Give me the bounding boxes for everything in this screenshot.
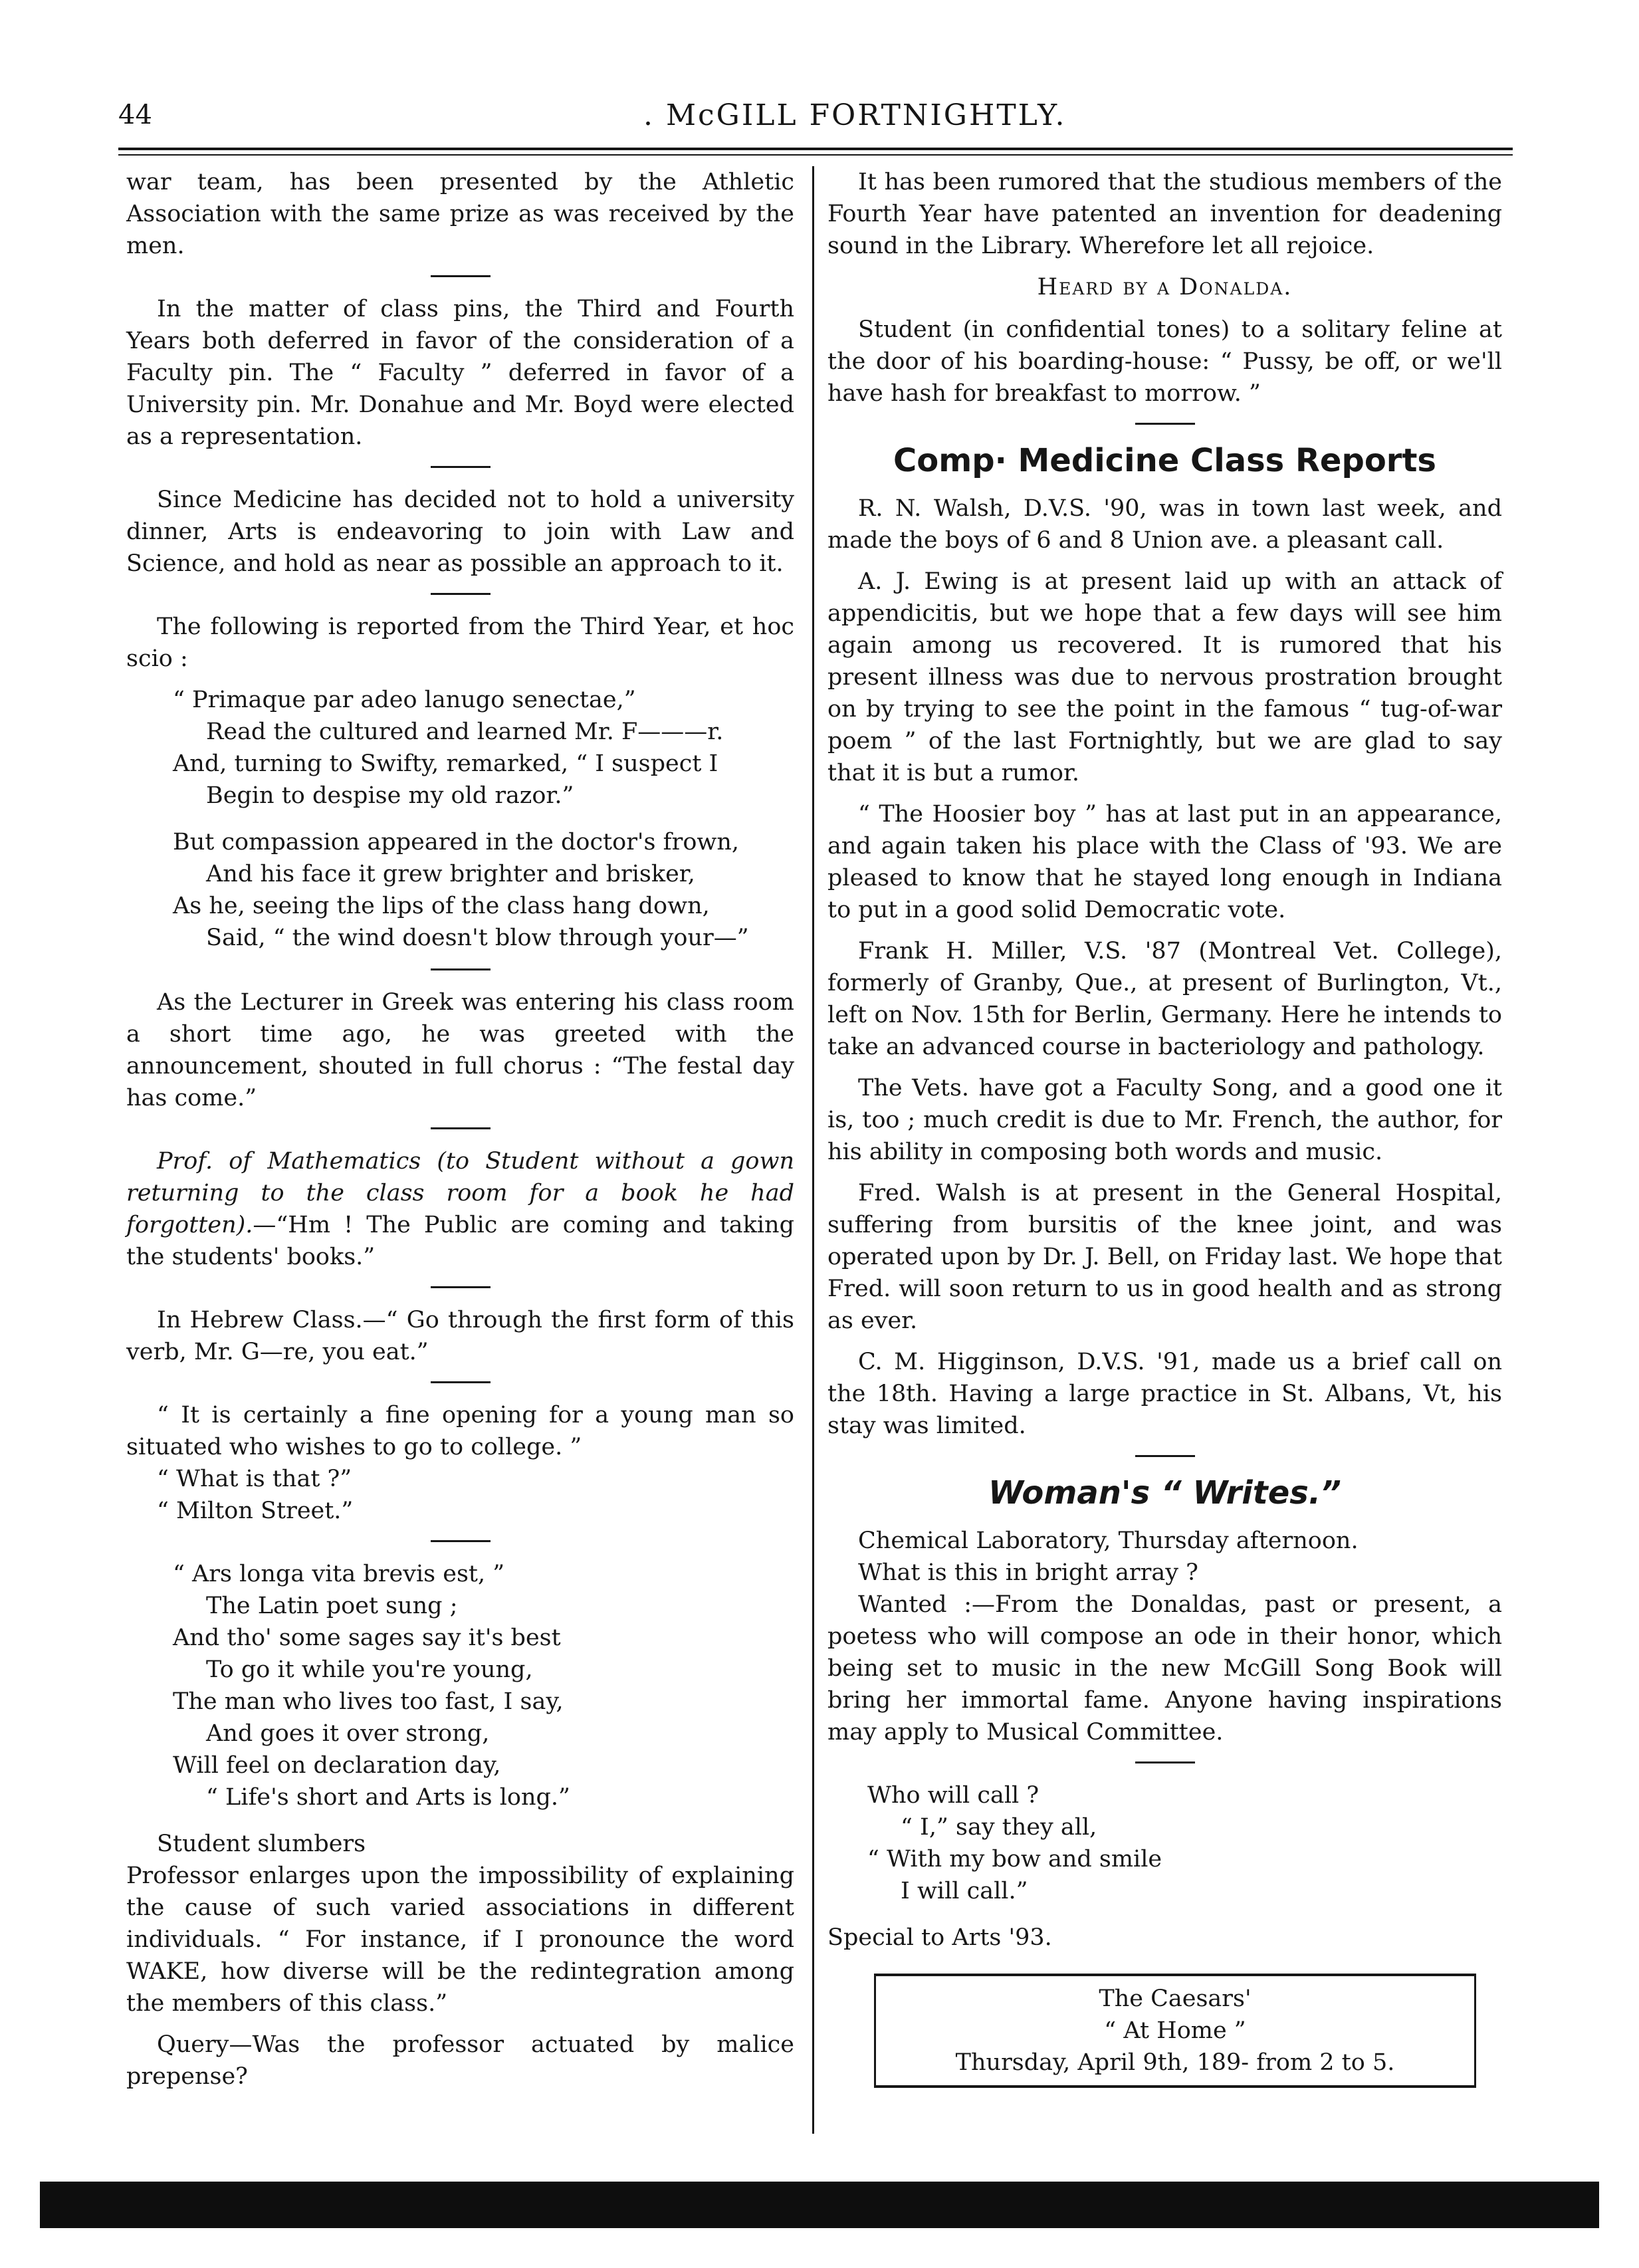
separator: [431, 1381, 491, 1383]
paragraph: The Vets. have got a Faculty Song, and a good one it is, too ; much credit is due to Mr. French, the author, for his ability in composing both words and music.: [827, 1075, 1502, 1165]
paragraph: In Hebrew Class.—“ Go through the first form of this verb, Mr. G—re, you eat.”: [126, 1307, 794, 1365]
left-column: [126, 166, 794, 2102]
separator: [431, 1540, 491, 1542]
paragraph: Wanted :—From the Donaldas, past or present, a poetess who will compose an ode in their honor, which being set to music in the new McGill Song Book will bring her immortal fame. Anyone having inspirations may apply to Musical Committee.: [827, 1591, 1502, 1746]
paragraph: “ It is certainly a fine opening for a young man so situated who wishes to go to college. ”: [126, 1402, 794, 1460]
verse-line: And his face it grew brighter and brisker,: [206, 861, 695, 887]
header-rule-2: [118, 154, 1513, 156]
paragraph: “ What is that ?”: [157, 1466, 352, 1492]
paragraph: The following is reported from the Third Year, et hoc scio :: [126, 614, 794, 672]
verse-line: And goes it over strong,: [206, 1720, 490, 1747]
scan-edge-bar: [40, 2182, 1599, 2228]
paragraph: C. M. Higginson, D.V.S. '91, made us a brief call on the 18th. Having a large practice in St. Albans, Vt, his stay was limited.: [827, 1349, 1502, 1439]
italic-text: Prof. of Mathematics (to Student without a gown returning to the class room for a book he had forgotten).: [126, 1148, 794, 1238]
paragraph: A. J. Ewing is at present laid up with an attack of appendicitis, but we hope that a few days will see him again among us recovered. It is rumored that his present illness was due to nervous prostration brought on by trying to see the point in the famous “ tug-of-war poem ” of the last Fortnightly, but we are glad to say that it is but a rumor.: [827, 568, 1502, 786]
verse-line: Read the cultured and learned Mr. F———r.: [206, 719, 724, 745]
paragraph: Special to Arts '93.: [827, 1924, 1052, 1951]
paragraph: Student slumbers: [157, 1831, 366, 1857]
paragraph: [126, 1145, 794, 1273]
paragraph: Chemical Laboratory, Thursday afternoon.: [858, 1528, 1359, 1554]
verse-line: “ Primaque par adeo lanugo senectae,”: [173, 687, 636, 713]
verse-line: Who will call ?: [867, 1782, 1039, 1809]
section-title: Comp· Medicine Class Reports: [893, 442, 1436, 479]
paragraph: war team, has been presented by the Athletic Association with the same prize as was received by the men.: [126, 169, 794, 259]
header-rule: [118, 148, 1513, 150]
verse-line: “ Ars longa vita brevis est, ”: [173, 1561, 505, 1587]
paragraph: Professor enlarges upon the impossibility of explaining the cause of such varied associations in different individuals. “ For instance, if I pronounce the word WAKE, how diverse will be the redintegration among the members of this class.”: [126, 1863, 794, 2017]
paragraph: As the Lecturer in Greek was entering his class room a short time ago, he was greeted with the announcement, shouted in full chorus : “The festal day has come.”: [126, 989, 794, 1111]
section-title: Woman's “ Writes.”: [988, 1474, 1341, 1512]
verse-line: As he, seeing the lips of the class hang down,: [173, 893, 710, 919]
verse-line: “ With my bow and smile: [867, 1846, 1162, 1872]
verse-line: To go it while you're young,: [206, 1656, 533, 1683]
separator: [431, 593, 491, 595]
notice-line: “ At Home ”: [1104, 2017, 1246, 2044]
verse-line: But compassion appeared in the doctor's frown,: [173, 829, 740, 855]
poem: [173, 684, 794, 812]
right-column: [827, 166, 1502, 2088]
verse-line: And tho' some sages say it's best: [173, 1625, 561, 1651]
poem: [867, 1779, 1502, 1907]
verse-line: Will feel on declaration day,: [173, 1752, 501, 1779]
paragraph: It has been rumored that the studious members of the Fourth Year have patented an invention for deadening sound in the Library. Wherefore let all rejoice.: [827, 169, 1502, 259]
separator: [431, 1286, 491, 1288]
verse-line: “ I,” say they all,: [901, 1814, 1097, 1841]
verse-line: And, turning to Swifty, remarked, “ I suspect I: [173, 750, 718, 777]
paragraph: Frank H. Miller, V.S. '87 (Montreal Vet. College), formerly of Granby, Que., at present of Burlington, Vt., left on Nov. 15th for Berlin, Germany. Here he intends to take an advanced course in bacteriology and pathology.: [827, 938, 1502, 1060]
poem: [173, 1558, 794, 1813]
paragraph: R. N. Walsh, D.V.S. '90, was in town last week, and made the boys of 6 and 8 Union ave. a pleasant call.: [827, 495, 1502, 554]
paragraph: In the matter of class pins, the Third and Fourth Years both deferred in favor of the consideration of a Faculty pin. The “ Faculty ” deferred in favor of a University pin. Mr. Donahue and Mr. Boyd were elected as a representation.: [126, 296, 794, 450]
paragraph: “ Milton Street.”: [157, 1498, 354, 1524]
separator: [1135, 1761, 1195, 1763]
poem: [173, 826, 794, 954]
page-number: 44: [118, 100, 152, 130]
verse-line: “ Life's short and Arts is long.”: [206, 1784, 570, 1811]
paragraph: What is this in bright array ?: [858, 1559, 1198, 1586]
verse-line: I will call.”: [901, 1878, 1028, 1904]
separator: [431, 275, 491, 277]
paragraph-text: —“Hm ! The Public are coming and taking the students' books.”: [126, 1212, 794, 1270]
notice-line: The Caesars': [1099, 1985, 1252, 2012]
separator: [431, 1127, 491, 1129]
separator: [431, 968, 491, 970]
paragraph: “ The Hoosier boy ” has at last put in an appearance, and again taken his place with the Class of '93. We are pleased to know that he stayed long enough in Indiana to put in a good solid Democratic vote.: [827, 801, 1502, 923]
notice-box: [874, 1974, 1476, 2088]
running-head: . McGILL FORTNIGHTLY.: [643, 98, 1067, 132]
paragraph: Query—Was the professor actuated by malice prepense?: [126, 2031, 794, 2090]
separator: [1135, 423, 1195, 425]
notice-line: Thursday, April 9th, 189- from 2 to 5.: [955, 2049, 1395, 2076]
verse-line: The Latin poet sung ;: [206, 1593, 458, 1619]
subheading: Heard by a Donalda.: [1037, 274, 1293, 300]
verse-line: The man who lives too fast, I say,: [173, 1688, 564, 1715]
verse-line: Begin to despise my old razor.”: [206, 782, 574, 809]
paragraph: Since Medicine has decided not to hold a university dinner, Arts is endeavoring to join with Law and Science, and hold as near as possible an approach to it.: [126, 487, 794, 577]
paragraph: Fred. Walsh is at present in the General Hospital, suffering from bursitis of the knee joint, and was operated upon by Dr. J. Bell, on Friday last. We hope that Fred. will soon return to us in good health and as strong as ever.: [827, 1180, 1502, 1334]
separator: [1135, 1455, 1195, 1457]
separator: [431, 466, 491, 468]
paragraph: Student (in confidential tones) to a solitary feline at the door of his boarding-house: “ Pussy, be off, or we'll have hash for breakfast to morrow. ”: [827, 316, 1502, 407]
column-divider: [812, 166, 814, 2134]
verse-line: Said, “ the wind doesn't blow through your—”: [206, 925, 749, 951]
